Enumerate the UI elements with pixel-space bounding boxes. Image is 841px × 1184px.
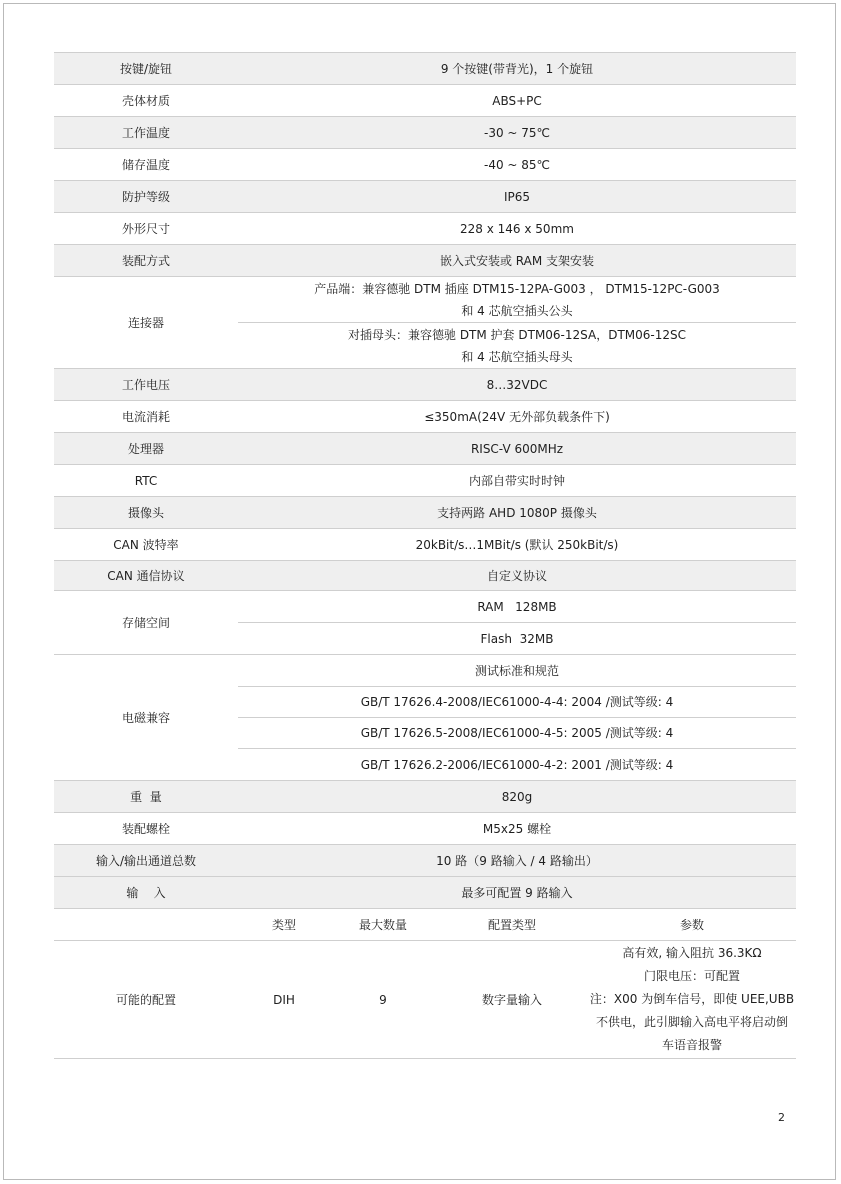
storage-flash	[238, 623, 796, 655]
config-header-max: 最大数量	[358, 917, 407, 932]
storage-ram-value: RAM 128MB	[477, 599, 557, 614]
spec-value: 内部自带实时时钟	[468, 473, 565, 488]
spec-value: 228 x 146 x 50mm	[460, 221, 574, 236]
spec-row-dimensions	[54, 213, 796, 245]
param-line: 注：X00 为倒车信号，即使 UEE,UBB	[589, 992, 795, 1006]
spec-value: 自定义协议	[486, 568, 547, 583]
config-header-config-type: 配置类型	[487, 917, 536, 932]
spec-value: 820g	[501, 789, 533, 804]
spec-value: -40 ~ 85℃	[483, 157, 551, 172]
spec-label: 防护等级	[121, 189, 170, 204]
spec-row-housing	[54, 85, 796, 117]
spec-value: IP65	[503, 189, 531, 204]
spec-value: RISC-V 600MHz	[470, 441, 564, 456]
spec-label: 外形尺寸	[121, 221, 170, 236]
spec-row-weight	[54, 781, 796, 813]
spec-row-protection	[54, 181, 796, 213]
config-row-config-type: 数字量输入	[481, 992, 542, 1007]
spec-row-can-baud	[54, 529, 796, 561]
connector-mating-text	[238, 323, 796, 369]
spec-label: 输入/输出通道总数	[95, 853, 197, 868]
spec-label: 处理器	[127, 441, 164, 456]
spec-value: ≤350mA(24V 无外部负载条件下)	[424, 409, 610, 424]
spec-row-rtc	[54, 465, 796, 497]
spec-label: 装配螺栓	[121, 821, 170, 836]
spec-label: CAN 波特率	[113, 537, 179, 552]
spec-label: 按键/旋钮	[119, 61, 173, 76]
connector-product-line: 产品端：兼容德驰 DTM 插座 DTM15-12PA-G003 ， DTM15-12PC-G003	[314, 281, 720, 296]
spec-label: 储存温度	[121, 157, 170, 172]
spec-row-bolts	[54, 813, 796, 845]
connector-product-text	[238, 277, 796, 322]
connector-product-side	[238, 277, 796, 323]
config-header-type: 类型	[271, 917, 296, 932]
spec-label: 电流消耗	[121, 409, 170, 424]
spec-label: 连接器	[127, 315, 164, 330]
spec-row-op-temp	[54, 117, 796, 149]
connector-mating-side	[238, 323, 796, 369]
storage-flash-value: Flash 32MB	[480, 632, 554, 646]
spec-value: 9 个按键(带背光)，1 个旋钮	[440, 61, 594, 76]
emc-standard: GB/T 17626.2-2006/IEC61000-4-2: 2001 /测试等级: 4	[360, 758, 674, 772]
spec-label: 工作电压	[121, 377, 170, 392]
param-line: 高有效, 输入阻抗 36.3KΩ	[622, 946, 762, 960]
spec-value: ABS+PC	[492, 93, 542, 108]
emc-standard: GB/T 17626.5-2008/IEC61000-4-5: 2005 /测试等级: 4	[360, 726, 674, 740]
spec-row-io-total	[54, 845, 796, 877]
emc-standard-row	[238, 687, 796, 718]
storage-ram	[238, 591, 796, 623]
spec-row-voltage	[54, 369, 796, 401]
spec-label: 电磁兼容	[121, 710, 170, 725]
spec-row-mounting	[54, 245, 796, 277]
param-line: 车语音报警	[661, 1038, 722, 1052]
param-line: 不供电，此引脚输入高电平将启动倒	[595, 1015, 788, 1029]
spec-label: 装配方式	[121, 253, 170, 268]
spec-label: 壳体材质	[121, 93, 170, 108]
spec-label: 存储空间	[121, 615, 170, 630]
spec-row-camera	[54, 497, 796, 529]
spec-value: 支持两路 AHD 1080P 摄像头	[437, 505, 597, 520]
emc-heading-row	[238, 655, 796, 687]
spec-label: 输 入	[126, 885, 166, 900]
spec-row-input	[54, 877, 796, 909]
spec-label: 工作温度	[121, 125, 170, 140]
config-table-row	[54, 941, 796, 1059]
spec-value: 8…32VDC	[486, 377, 548, 392]
config-row-type: DIH	[273, 992, 295, 1007]
spec-label: 摄像头	[127, 505, 164, 520]
spec-value: 最多可配置 9 路输入	[461, 885, 573, 900]
spec-value: M5x25 螺栓	[482, 821, 552, 836]
page-number: 2	[778, 1111, 785, 1124]
config-row-params	[588, 941, 796, 1058]
config-row-label: 可能的配置	[115, 992, 176, 1007]
config-row-max: 9	[379, 992, 387, 1007]
config-header-params: 参数	[679, 917, 704, 932]
spec-row-current	[54, 401, 796, 433]
emc-standard-row	[238, 718, 796, 749]
spec-row-processor	[54, 433, 796, 465]
config-table-header	[54, 909, 796, 941]
spec-value: -30 ~ 75℃	[483, 125, 551, 140]
spec-value: 20kBit/s…1MBit/s (默认 250kBit/s)	[415, 537, 619, 552]
spec-label: 重 量	[130, 789, 162, 804]
spec-row-can-protocol	[54, 561, 796, 591]
emc-standard-row	[238, 749, 796, 781]
param-line: 门限电压：可配置	[643, 969, 740, 983]
connector-mating-line: 对插母头：兼容德驰 DTM 护套 DTM06-12SA，DTM06-12SC	[348, 328, 686, 342]
spec-value: 10 路（9 路输入 / 4 路输出）	[436, 853, 598, 868]
spec-label: RTC	[134, 473, 158, 488]
connector-product-line: 和 4 芯航空插头公头	[461, 303, 573, 318]
spec-row-keys	[54, 53, 796, 85]
connector-mating-line: 和 4 芯航空插头母头	[461, 350, 573, 364]
spec-row-storage-temp	[54, 149, 796, 181]
spec-value: 嵌入式安装或 RAM 支架安装	[439, 253, 595, 268]
spec-label: CAN 通信协议	[107, 568, 185, 583]
emc-heading: 测试标准和规范	[474, 663, 559, 678]
emc-standard: GB/T 17626.4-2008/IEC61000-4-4: 2004 /测试等级: 4	[360, 695, 674, 709]
